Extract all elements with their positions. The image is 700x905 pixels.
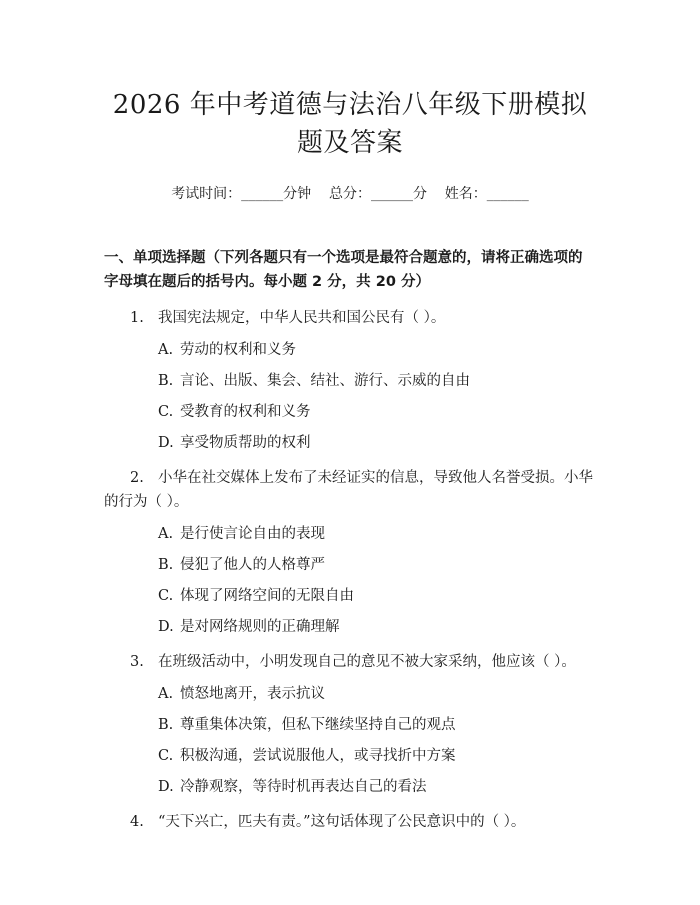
- question-text: “天下兴亡，匹夫有责。”这句话体现了公民意识中的（ ）。: [158, 814, 526, 830]
- option-item: [104, 585, 596, 607]
- option-text: 劳动的权利和义务: [180, 342, 296, 358]
- question-number: 2.: [130, 470, 144, 486]
- option-text: 是行使言论自由的表现: [180, 526, 325, 542]
- exam-info-line: 考试时间：______分钟 总分：______分 姓名：______: [171, 186, 529, 202]
- option-item: [104, 776, 596, 798]
- question-1: [104, 306, 596, 330]
- option-text: 愤怒地离开，表示抗议: [180, 686, 325, 702]
- option-list: [104, 683, 596, 798]
- option-letter: B.: [158, 557, 174, 573]
- option-text: 侵犯了他人的人格尊严: [180, 557, 325, 573]
- option-text: 言论、出版、集会、结社、游行、示威的自由: [180, 373, 470, 389]
- option-list: [104, 523, 596, 638]
- option-item: [104, 370, 596, 392]
- option-letter: D.: [158, 619, 174, 635]
- option-item: [104, 339, 596, 361]
- document-title: 2026 年中考道德与法治八年级下册模拟题及答案: [112, 90, 588, 158]
- option-letter: A.: [158, 342, 174, 358]
- option-item: [104, 683, 596, 705]
- option-item: [104, 523, 596, 545]
- option-text: 尊重集体决策，但私下继续坚持自己的观点: [180, 717, 456, 733]
- question-text: 我国宪法规定，中华人民共和国公民有（ ）。: [158, 310, 446, 326]
- option-item: [104, 745, 596, 767]
- question-4: [104, 810, 596, 834]
- option-item: [104, 714, 596, 736]
- section-title: 一、单项选择题（下列各题只有一个选项是最符合题意的，请将正确选项的字母填在题后的括号内。每小题 2 分，共 20 分）: [104, 250, 583, 290]
- option-letter: D.: [158, 779, 174, 795]
- option-text: 积极沟通，尝试说服他人，或寻找折中方案: [180, 748, 456, 764]
- option-item: [104, 616, 596, 638]
- question-3: [104, 650, 596, 674]
- option-text: 受教育的权利和义务: [180, 404, 311, 420]
- option-text: 享受物质帮助的权利: [180, 435, 311, 451]
- option-text: 冷静观察，等待时机再表达自己的看法: [180, 779, 427, 795]
- option-list: [104, 339, 596, 454]
- question-number: 4.: [130, 814, 144, 830]
- option-letter: B.: [158, 717, 174, 733]
- option-letter: C.: [158, 404, 174, 420]
- question-text: 小华在社交媒体上发布了未经证实的信息，导致他人名誉受损。小华的行为（ ）。: [104, 470, 593, 510]
- option-letter: B.: [158, 373, 174, 389]
- option-letter: D.: [158, 435, 174, 451]
- option-item: [104, 554, 596, 576]
- question-number: 3.: [130, 654, 144, 670]
- option-letter: C.: [158, 588, 174, 604]
- option-item: [104, 432, 596, 454]
- option-letter: A.: [158, 526, 174, 542]
- option-item: [104, 401, 596, 423]
- option-text: 是对网络规则的正确理解: [180, 619, 340, 635]
- question-text: 在班级活动中，小明发现自己的意见不被大家采纳，他应该（ ）。: [158, 654, 576, 670]
- question-2: [104, 466, 596, 514]
- option-text: 体现了网络空间的无限自由: [180, 588, 354, 604]
- option-letter: A.: [158, 686, 174, 702]
- question-number: 1.: [130, 310, 144, 326]
- question-list: [104, 306, 596, 834]
- option-letter: C.: [158, 748, 174, 764]
